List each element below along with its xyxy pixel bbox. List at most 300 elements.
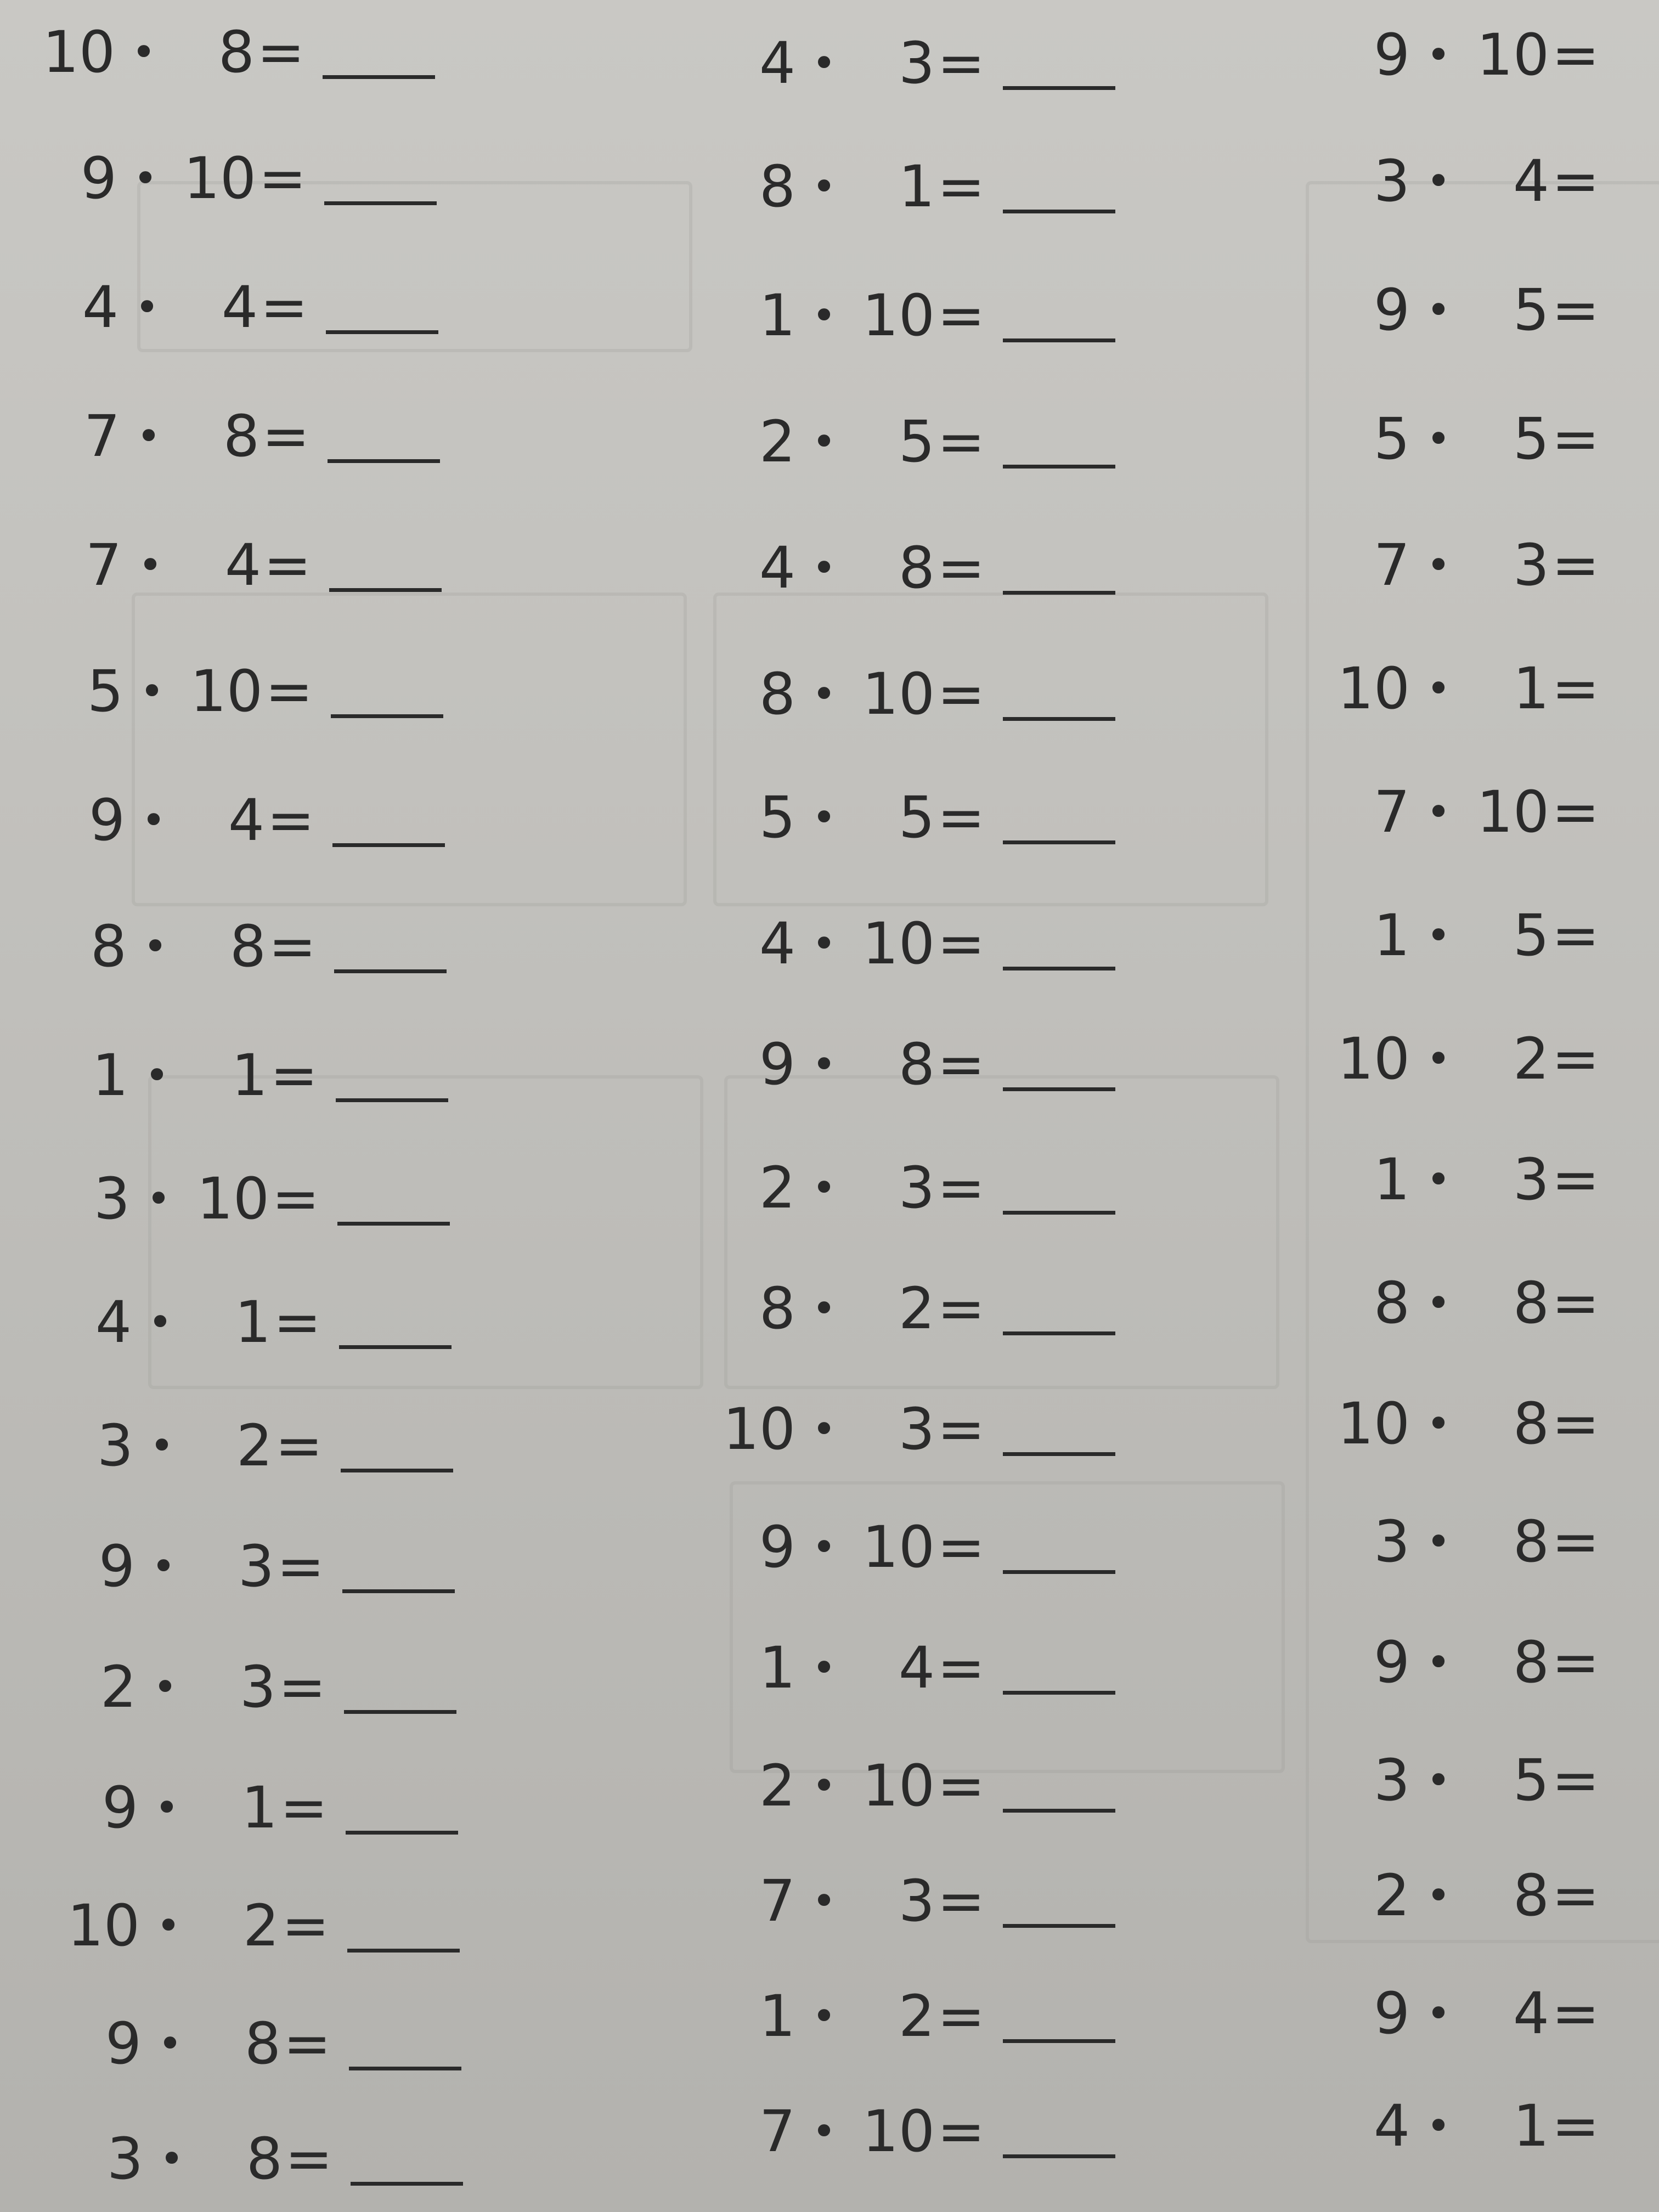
factor-a: 7 [759, 2098, 795, 2165]
problem-row [1328, 1852, 1602, 1939]
factor-a: 2 [1373, 1862, 1410, 1929]
equals-sign: = [273, 1289, 321, 1356]
factor-a: 7 [83, 403, 120, 470]
problem-row [713, 650, 1115, 738]
factor-a: 2 [759, 408, 795, 475]
problem-row [1328, 395, 1602, 483]
multiply-dot: • [811, 669, 837, 718]
factor-b: 2 [236, 1412, 273, 1479]
factor-b: 3 [898, 1154, 935, 1221]
factor-b: 4 [1513, 148, 1549, 215]
multiply-dot: • [133, 154, 158, 202]
factor-a: 1 [1373, 902, 1410, 969]
factor-a: 3 [1373, 1508, 1410, 1575]
answer-blank[interactable] [1003, 791, 1115, 844]
problem-row [51, 1402, 453, 1489]
problem-row [1328, 1618, 1602, 1706]
problem-row [1328, 2082, 1602, 2170]
factor-a: 10 [42, 19, 115, 86]
factor-a: 10 [1337, 1025, 1410, 1092]
factor-a: 4 [82, 274, 119, 341]
factor-b: 5 [1513, 405, 1549, 472]
problem-row [48, 1155, 450, 1243]
equals-sign: = [268, 913, 317, 980]
answer-blank[interactable] [1003, 289, 1115, 342]
factor-a: 8 [1373, 1269, 1410, 1336]
factor-a: 4 [759, 30, 795, 97]
factor-a: 8 [759, 1275, 795, 1342]
factor-b: 1 [1513, 2092, 1549, 2159]
factor-b: 8 [1513, 1390, 1549, 1457]
multiply-dot: • [1426, 1399, 1451, 1448]
multiply-dot: • [811, 291, 837, 340]
problem-row [1328, 1380, 1602, 1468]
factor-b: 10 [862, 1514, 935, 1581]
factor-b: 10 [190, 658, 263, 725]
problem-row [1328, 11, 1602, 99]
problem-row [713, 2087, 1115, 2175]
equals-sign: = [260, 274, 308, 341]
factor-a: 7 [759, 1867, 795, 1934]
factor-b: 4 [1513, 1980, 1549, 2047]
multiply-dot: • [811, 1284, 837, 1333]
problem-row [33, 8, 435, 96]
problem-row [713, 19, 1115, 107]
multiply-dot: • [153, 1662, 178, 1711]
equals-sign: = [275, 1412, 323, 1479]
answer-blank[interactable] [1003, 541, 1115, 595]
factor-b: 1 [1513, 655, 1549, 722]
factor-a: 9 [1373, 276, 1410, 343]
problem-row [54, 1643, 456, 1731]
problem-row [713, 524, 1115, 612]
factor-a: 5 [1373, 405, 1410, 472]
multiply-dot: • [139, 667, 165, 715]
problem-row [35, 134, 437, 222]
answer-blank[interactable] [1003, 1759, 1115, 1813]
multiply-dot: • [1426, 285, 1451, 334]
factor-a: 7 [85, 532, 122, 599]
answer-blank[interactable] [334, 920, 447, 973]
problem-row [713, 1857, 1115, 1945]
equals-sign: = [1551, 405, 1600, 472]
equals-sign: = [937, 1983, 985, 2050]
multiply-dot: • [151, 1542, 176, 1590]
multiply-dot: • [143, 922, 168, 970]
equals-sign: = [270, 1042, 318, 1109]
multiply-dot: • [1426, 1034, 1451, 1083]
problem-row [1328, 1015, 1602, 1103]
multiply-dot: • [1426, 1517, 1451, 1566]
equals-sign: = [1551, 778, 1600, 845]
problem-row [1328, 645, 1602, 732]
multiply-dot: • [811, 417, 837, 466]
problem-row [43, 776, 445, 864]
factor-b: 3 [239, 1654, 276, 1720]
multiply-dot: • [1426, 30, 1451, 79]
answer-blank[interactable] [1003, 1875, 1115, 1928]
problem-row [713, 1624, 1115, 1712]
factor-b: 8 [218, 19, 255, 86]
answer-blank[interactable] [1003, 1403, 1115, 1456]
factor-b: 5 [1513, 276, 1549, 343]
multiply-dot: • [811, 1876, 837, 1925]
problem-row [1328, 1970, 1602, 2057]
factor-b: 2 [898, 1275, 935, 1342]
answer-blank[interactable] [1003, 1521, 1115, 1574]
answer-blank[interactable] [347, 1899, 460, 1953]
equals-sign: = [258, 145, 307, 212]
answer-blank[interactable] [324, 152, 437, 205]
multiply-dot: • [138, 540, 163, 589]
answer-blank[interactable] [1003, 1161, 1115, 1215]
multiply-dot: • [144, 1051, 170, 1099]
factor-a: 9 [1373, 1980, 1410, 2047]
equals-sign: = [1551, 148, 1600, 215]
factor-a: 4 [95, 1289, 132, 1356]
multiply-dot: • [1426, 1871, 1451, 1920]
problem-row [713, 1265, 1115, 1352]
factor-a: 2 [759, 1154, 795, 1221]
problem-row [1328, 1136, 1602, 1223]
equals-sign: = [937, 30, 985, 97]
multiply-dot: • [1426, 2101, 1451, 2150]
answer-blank[interactable] [344, 1661, 456, 1714]
equals-sign: = [1551, 1862, 1600, 1929]
factor-a: 9 [101, 1774, 138, 1841]
factor-a: 9 [1373, 21, 1410, 88]
factor-b: 4 [224, 532, 261, 599]
factor-b: 3 [898, 30, 935, 97]
equals-sign: = [1551, 1269, 1600, 1336]
multiply-dot: • [811, 793, 837, 842]
factor-a: 9 [759, 1031, 795, 1098]
factor-a: 7 [1373, 778, 1410, 845]
multiply-dot: • [811, 919, 837, 968]
factor-a: 1 [92, 1042, 128, 1109]
answer-blank[interactable] [341, 1419, 453, 1472]
problem-row [56, 1764, 458, 1852]
factor-b: 8 [246, 2125, 283, 2192]
factor-b: 1 [898, 153, 935, 220]
answer-blank[interactable] [1003, 1990, 1115, 2043]
problem-row [58, 1882, 460, 1970]
factor-b: 2 [242, 1892, 279, 1959]
problem-row [713, 398, 1115, 486]
factor-b: 10 [862, 661, 935, 727]
factor-b: 10 [862, 2098, 935, 2165]
problem-column-1 [33, 0, 527, 2212]
factor-a: 4 [759, 910, 795, 977]
problem-row [49, 1278, 452, 1366]
factor-a: 9 [88, 787, 125, 854]
equals-sign: = [1551, 1508, 1600, 1575]
multiply-dot: • [811, 1163, 837, 1212]
problem-row [44, 902, 447, 990]
equals-sign: = [937, 534, 985, 601]
answer-blank[interactable] [1003, 668, 1115, 721]
equals-sign: = [1551, 21, 1600, 88]
equals-sign: = [281, 1892, 330, 1959]
equals-sign: = [937, 2098, 985, 2165]
factor-a: 5 [87, 658, 123, 725]
factor-b: 5 [1513, 902, 1549, 969]
answer-blank[interactable] [1003, 160, 1115, 213]
factor-b: 3 [1513, 1146, 1549, 1213]
problem-column-3 [1328, 0, 1659, 2212]
multiply-dot: • [811, 1522, 837, 1571]
equals-sign: = [278, 1654, 326, 1720]
answer-blank[interactable] [1003, 2105, 1115, 2158]
equals-sign: = [1551, 655, 1600, 722]
equals-sign: = [1551, 1980, 1600, 2047]
equals-sign: = [265, 658, 313, 725]
answer-blank[interactable] [332, 794, 445, 847]
factor-b: 8 [1513, 1862, 1549, 1929]
problem-row [61, 2115, 463, 2203]
factor-a: 2 [100, 1654, 137, 1720]
problem-row [713, 272, 1115, 359]
answer-blank[interactable] [323, 26, 435, 79]
problem-row [713, 774, 1115, 861]
factor-a: 9 [1373, 1629, 1410, 1696]
answer-blank[interactable] [339, 1296, 452, 1349]
factor-b: 4 [221, 274, 258, 341]
factor-a: 3 [93, 1165, 130, 1232]
answer-blank[interactable] [1003, 917, 1115, 970]
factor-b: 8 [1513, 1508, 1549, 1575]
factor-b: 3 [898, 1867, 935, 1934]
factor-b: 10 [196, 1165, 269, 1232]
multiply-dot: • [811, 1991, 837, 2040]
equals-sign: = [937, 784, 985, 851]
multiply-dot: • [1426, 787, 1451, 836]
multiply-dot: • [1426, 1989, 1451, 2038]
factor-b: 5 [1513, 1747, 1549, 1814]
equals-sign: = [267, 787, 315, 854]
multiply-dot: • [1426, 540, 1451, 589]
factor-a: 1 [759, 1634, 795, 1701]
equals-sign: = [1551, 1629, 1600, 1696]
equals-sign: = [1551, 1747, 1600, 1814]
factor-a: 10 [1337, 1390, 1410, 1457]
equals-sign: = [937, 153, 985, 220]
answer-blank[interactable] [342, 1540, 455, 1593]
problem-row [713, 1385, 1115, 1473]
answer-blank[interactable] [328, 410, 440, 463]
answer-blank[interactable] [1003, 1038, 1115, 1091]
factor-b: 10 [183, 145, 256, 212]
equals-sign: = [937, 1514, 985, 1581]
factor-b: 8 [229, 913, 266, 980]
answer-blank[interactable] [346, 1781, 458, 1835]
problem-row [41, 647, 443, 735]
answer-blank[interactable] [331, 665, 443, 718]
multiply-dot: • [1426, 1278, 1451, 1327]
equals-sign: = [937, 282, 985, 349]
equals-sign: = [263, 532, 312, 599]
problem-row [713, 1144, 1115, 1232]
factor-b: 8 [1513, 1629, 1549, 1696]
multiply-dot: • [811, 1761, 837, 1810]
answer-blank[interactable] [349, 2017, 461, 2070]
factor-a: 4 [759, 534, 795, 601]
multiply-dot: • [1426, 414, 1451, 463]
equals-sign: = [280, 1774, 328, 1841]
equals-sign: = [1551, 2092, 1600, 2159]
factor-a: 3 [106, 2125, 143, 2192]
factor-b: 3 [238, 1533, 274, 1600]
factor-a: 8 [759, 153, 795, 220]
multiply-dot: • [1426, 664, 1451, 713]
factor-a: 7 [1373, 532, 1410, 599]
problem-row [713, 143, 1115, 230]
factor-b: 8 [898, 534, 935, 601]
equals-sign: = [276, 1533, 325, 1600]
multiply-dot: • [811, 162, 837, 211]
equals-sign: = [1551, 276, 1600, 343]
factor-b: 3 [898, 1396, 935, 1463]
problem-row [59, 2000, 461, 2087]
multiply-dot: • [811, 1040, 837, 1088]
multiply-dot: • [1426, 156, 1451, 205]
multiply-dot: • [1426, 1638, 1451, 1686]
equals-sign: = [937, 910, 985, 977]
multiply-dot: • [141, 795, 166, 844]
equals-sign: = [937, 1275, 985, 1342]
factor-b: 10 [1476, 21, 1549, 88]
problem-row [713, 1742, 1115, 1830]
multiply-dot: • [1426, 911, 1451, 960]
factor-a: 9 [80, 145, 117, 212]
factor-a: 10 [1337, 655, 1410, 722]
equals-sign: = [262, 403, 310, 470]
factor-b: 5 [898, 408, 935, 475]
factor-a: 1 [1373, 1146, 1410, 1213]
problem-row [36, 263, 438, 351]
problem-row [53, 1522, 455, 1610]
equals-sign: = [937, 408, 985, 475]
factor-a: 10 [723, 1396, 795, 1463]
answer-blank[interactable] [337, 1172, 450, 1226]
factor-b: 1 [241, 1774, 278, 1841]
equals-sign: = [937, 1031, 985, 1098]
answer-blank[interactable] [326, 281, 438, 334]
factor-a: 5 [759, 784, 795, 851]
answer-blank[interactable] [1003, 415, 1115, 469]
problem-row [713, 1503, 1115, 1591]
equals-sign: = [1551, 1390, 1600, 1457]
factor-a: 8 [90, 913, 127, 980]
equals-sign: = [283, 2010, 331, 2077]
factor-a: 10 [67, 1892, 140, 1959]
factor-a: 9 [759, 1514, 795, 1581]
answer-blank[interactable] [336, 1049, 448, 1102]
problem-row [1328, 1259, 1602, 1347]
problem-row [1328, 768, 1602, 856]
multiply-dot: • [134, 283, 160, 331]
factor-a: 4 [1373, 2092, 1410, 2159]
factor-b: 8 [1513, 1269, 1549, 1336]
factor-b: 8 [223, 403, 259, 470]
factor-b: 10 [862, 910, 935, 977]
equals-sign: = [1551, 902, 1600, 969]
multiply-dot: • [136, 411, 161, 460]
factor-a: 8 [759, 661, 795, 727]
multiply-dot: • [154, 1783, 179, 1832]
factor-a: 2 [759, 1752, 795, 1819]
factor-b: 3 [1513, 532, 1549, 599]
problem-row [1328, 1736, 1602, 1824]
multiply-dot: • [1426, 1756, 1451, 1804]
factor-b: 5 [898, 784, 935, 851]
problem-row [1328, 891, 1602, 979]
equals-sign: = [272, 1165, 320, 1232]
multiply-dot: • [149, 1421, 174, 1470]
multiply-dot: • [157, 2019, 183, 2068]
factor-b: 10 [862, 1752, 935, 1819]
factor-b: 1 [231, 1042, 268, 1109]
factor-b: 2 [898, 1983, 935, 2050]
answer-blank[interactable] [351, 2132, 463, 2186]
equals-sign: = [285, 2125, 333, 2192]
multiply-dot: • [156, 1901, 181, 1950]
problem-row [1328, 266, 1602, 354]
multiply-dot: • [131, 27, 156, 76]
equals-sign: = [937, 661, 985, 727]
factor-b: 2 [1513, 1025, 1549, 1092]
problem-row [1328, 521, 1602, 609]
factor-b: 10 [1476, 778, 1549, 845]
answer-blank[interactable] [329, 539, 442, 592]
answer-blank[interactable] [1003, 1282, 1115, 1335]
multiply-dot: • [811, 543, 837, 592]
problem-row [40, 521, 442, 609]
equals-sign: = [937, 1634, 985, 1701]
factor-b: 8 [898, 1031, 935, 1098]
equals-sign: = [937, 1752, 985, 1819]
problem-row [46, 1031, 448, 1119]
multiply-dot: • [148, 1297, 173, 1346]
factor-a: 3 [97, 1412, 133, 1479]
factor-a: 3 [1373, 148, 1410, 215]
answer-blank[interactable] [1003, 1641, 1115, 1695]
factor-a: 1 [759, 282, 795, 349]
problem-row [713, 900, 1115, 988]
factor-b: 4 [898, 1634, 935, 1701]
equals-sign: = [937, 1154, 985, 1221]
answer-blank[interactable] [1003, 37, 1115, 90]
equals-sign: = [1551, 1025, 1600, 1092]
equals-sign: = [1551, 532, 1600, 599]
multiply-dot: • [146, 1174, 171, 1223]
factor-b: 4 [228, 787, 264, 854]
multiply-dot: • [811, 1643, 837, 1692]
problem-row [38, 392, 440, 480]
factor-a: 9 [105, 2010, 142, 2077]
problem-row [1328, 137, 1602, 225]
problem-row [1328, 1498, 1602, 1585]
factor-b: 10 [862, 282, 935, 349]
multiply-dot: • [159, 2134, 184, 2183]
factor-a: 1 [759, 1983, 795, 2050]
problem-column-2 [713, 0, 1207, 2212]
equals-sign: = [937, 1396, 985, 1463]
multiply-dot: • [1426, 1155, 1451, 1204]
multiply-dot: • [811, 38, 837, 87]
multiply-dot: • [811, 2107, 837, 2155]
equals-sign: = [1551, 1146, 1600, 1213]
